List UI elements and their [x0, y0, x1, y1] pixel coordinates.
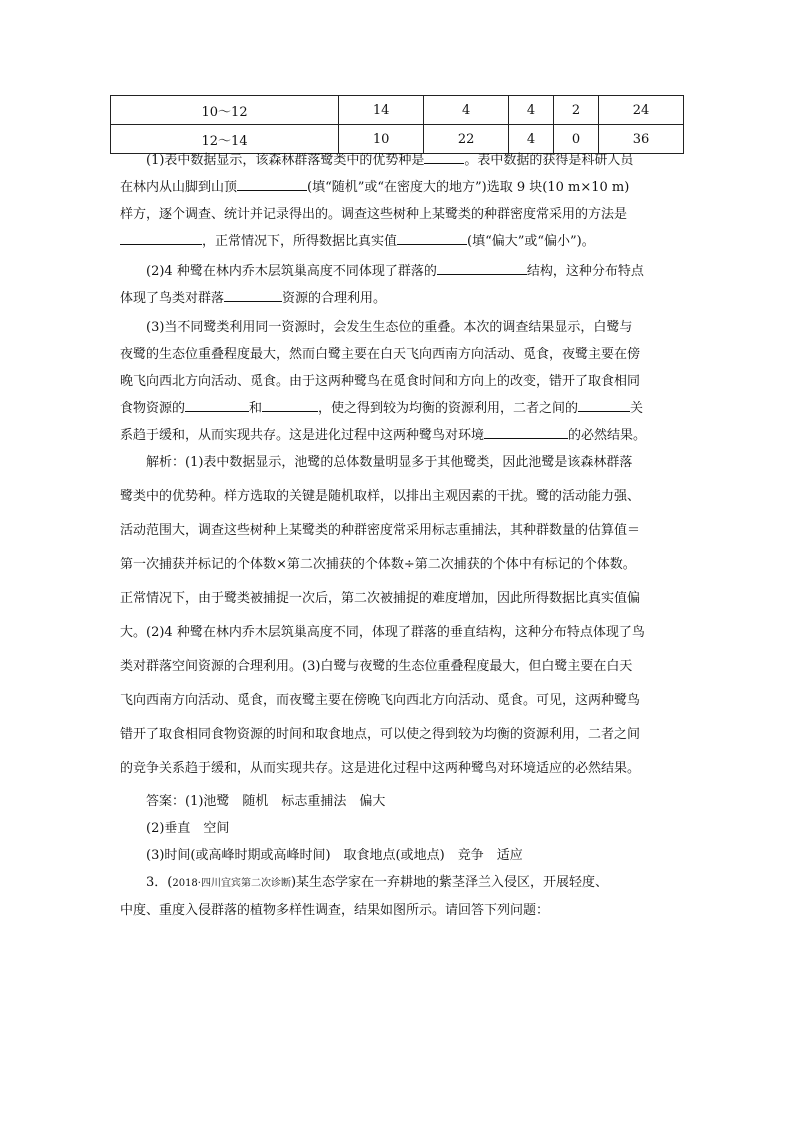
analysis-line: 类对群落空间资源的合理利用。(3)白鹭与夜鹭的生态位重叠程度最大，但白鹭主要在白天 — [120, 659, 633, 674]
table-cell: 24 — [598, 96, 683, 125]
answer-blank — [437, 260, 527, 275]
text-line: 3．(2018·四川宜宾第二次诊断)某生态学家在一弃耕地的紫茎泽兰入侵区，开展轻度、 — [146, 875, 609, 890]
text-line: (1)表中数据显示，该森林群落鹭类中的优势种是 。表中数据的获得是科研人员 — [120, 147, 680, 174]
table-cell: 14 — [339, 96, 424, 125]
text-line: 食物资源的 和 ，使之得到较为均衡的资源利用，二者之间的 关 — [120, 395, 680, 422]
text-line: 在林内从山脚到山顶 (填“随机”或“在密度大的地方”)选取 9 块(10 m×10 m) — [120, 174, 680, 201]
question-next — [120, 869, 680, 924]
text-line: 样方，逐个调查、统计并记录得出的。调查这些树种上某鹭类的种群密度常采用的方法是 — [120, 207, 628, 222]
answer-blank — [237, 176, 307, 191]
answer-blank — [578, 397, 630, 412]
question-2 — [120, 258, 680, 312]
answer-blank — [185, 397, 249, 412]
table-cell: 10～12 — [111, 96, 339, 125]
analysis-line: 解析：(1)表中数据显示，池鹭的总体数量明显多于其他鹭类，因此池鹭是该森林群落 — [146, 455, 633, 470]
answer-blank — [262, 397, 318, 412]
table-cell: 0 — [554, 125, 599, 154]
answer-line: (3)时间(或高峰时期或高峰时间) 取食地点(或地点) 竞争 适应 — [146, 848, 523, 863]
table-cell: 10 — [339, 125, 424, 154]
analysis-line: 正常情况下，由于鹭类被捕捉一次后，第二次被捕捉的难度增加，因此所得数据比真实值偏 — [120, 591, 641, 606]
analysis-line: 错开了取食相同食物资源的时间和取食地点，可以使之得到较为均衡的资源利用，二者之间 — [120, 727, 641, 742]
text-line: (3)当不同鹭类利用同一资源时，会发生生态位的重叠。本次的调查结果显示，白鹭与 — [146, 320, 633, 335]
text-line: ，正常情况下，所得数据比真实值 (填“偏大”或“偏小”)。 — [120, 228, 680, 255]
analysis-line: 活动范围大，调查这些树种上某鹭类的种群密度常采用标志重捕法，其种群数量的估算值＝ — [120, 523, 641, 538]
question-3 — [120, 314, 680, 449]
text-line: 夜鹭的生态位重叠程度最大，然而白鹭主要在白天飞向西南方向活动、觅食，夜鹭主要在傍 — [120, 347, 641, 362]
analysis-section — [120, 446, 680, 786]
table-cell: 4 — [509, 96, 554, 125]
text-line: 晚飞向西北方向活动、觅食。由于这两种鹭鸟在觅食时间和方向上的改变，错开了取食相同 — [120, 374, 641, 389]
answer-line: (2)垂直 空间 — [146, 821, 230, 836]
answer-blank — [224, 287, 282, 302]
table-cell: 36 — [598, 125, 683, 154]
answer-section — [120, 788, 680, 869]
source-note: 2018·四川宜宾第二次诊断 — [172, 878, 291, 889]
table-row — [111, 96, 684, 125]
analysis-line: 鹭类中的优势种。样方选取的关键是随机取样，以排出主观因素的干扰。鹭的活动能力强、 — [120, 489, 641, 504]
analysis-line: 的竞争关系趋于缓和，从而实现共存。这是进化过程中这两种鹭鸟对环境适应的必然结果。 — [120, 761, 641, 776]
table-cell: 4 — [509, 125, 554, 154]
text-line: 中度、重度入侵群落的植物多样性调查，结果如图所示。请回答下列问题： — [120, 903, 550, 918]
answer-blank — [397, 230, 467, 245]
analysis-line: 第一次捕获并标记的个体数×第二次捕获的个体数÷第二次捕获的个体中有标记的个体数。 — [120, 557, 636, 572]
table-cell: 4 — [424, 96, 509, 125]
table-cell: 22 — [424, 125, 509, 154]
text-line: (2)4 种鹭在林内乔木层筑巢高度不同体现了群落的 结构，这种分布特点 — [120, 258, 680, 285]
text-line: 系趋于缓和，从而实现共存。这是进化过程中这两种鹭鸟对环境 的必然结果。 — [120, 422, 680, 449]
table-cell: 12～14 — [111, 125, 339, 154]
answer-blank — [120, 230, 202, 245]
question-1 — [120, 147, 680, 255]
text-line: 体现了鸟类对群落 资源的合理利用。 — [120, 285, 680, 312]
analysis-line: 飞向西南方向活动、觅食，而夜鹭主要在傍晚飞向西北方向活动、觅食。可见，这两种鹭鸟 — [120, 693, 641, 708]
analysis-line: 大。(2)4 种鹭在林内乔木层筑巢高度不同，体现了群落的垂直结构，这种分布特点体现了鸟 — [120, 625, 645, 640]
table-cell: 2 — [554, 96, 599, 125]
data-table — [110, 95, 684, 154]
answer-line: 答案：(1)池鹭 随机 标志重捕法 偏大 — [146, 794, 386, 809]
answer-blank — [484, 424, 568, 439]
answer-blank — [424, 149, 464, 164]
